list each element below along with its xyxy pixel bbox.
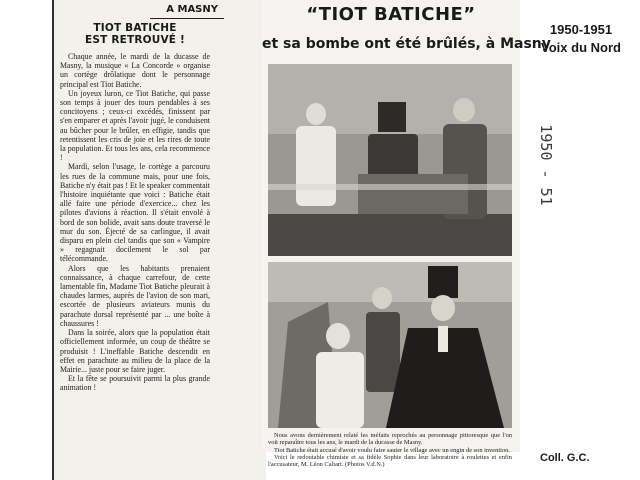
collection-credit: Coll. G.C. [540,452,590,464]
paragraph: Et la fête se poursuivit parmi la plus grande animation ! [60,374,210,393]
paragraph: Un joyeux luron, ce Tiot Batiche, qui passe son temps à jouer des tours pendables à ses concitoyens ; ceux-ci excédés, finissent par s'en emparer et après l'avoir jugé, le conduisent au bûcher pour le brûler, en effigie, tandis que retentissent les cris de joie et les rires de toute la population. Et tous les ans, cela recommence ! [60,88,210,163]
paragraph: Alors que les habitants prenaient connaissance, à chaque carrefour, de cette lamentable fin, Madame Tiot Batiche pleurait à chaudes larmes, auprès de l'avion de son mari, escortée de plusieurs aviateurs munis du parachute dorsal représenté par ... une boîte à chaussures ! [60,263,210,328]
source-label: Voix du Nord [541,40,621,55]
paragraph: Dans la soirée, alors que la population était officiellement informée, un coup de théâtre se produisit ! L'ineffable Batiche descendit en effet en parachute au milieu de la place de la Mairie... juste pour se faire juger. [60,328,210,374]
right-article-subtitle: et sa bombe ont été brûlés, à Masny [262,36,551,52]
paragraph: Mardi, selon l'usage, le cortège a parcouru les rues de la commune mais, pour une fois, Batiche n'y était pas ! Et le speaker commentait l'histoire inquiétante que voici : Batiche était allé faire une période d'exercice... chez les pilotes d'avions à réaction. Il s'était envolé à bord de son bolide, avait sans doute traversé le mur du son. Éjecté de sa carlingue, il avait disparu en plein ciel tandis que son « Vampire » regagnait docilement le sol par télécommande. [60,162,210,264]
photo-caption [268,432,512,468]
left-article-body [60,52,210,393]
left-article-headline [60,22,210,46]
left-article-clipping [52,0,266,480]
headline-line-1: TIOT BATICHE [93,22,177,34]
right-article-title: “TIOT BATICHE” [306,4,476,25]
caption-paragraph: Voici le redoutable chimiste et sa fidèle Sophie dans leur laboratoire à roulettes et enfin l'accusateur, M. Léon Caliart. (Photos V.d.N.) [268,453,512,469]
caption-paragraph: Nous avons dernièrement relaté les méfaits reprochés au personnage pittoresque que l'on voit reparaître tous les ans, le mardi de la ducasse de Masny. [268,432,512,447]
photo-1-image [268,64,512,256]
photo-costumed-characters [268,64,512,256]
handwritten-date-text: 1950 - 51 [537,124,555,206]
caption-paragraph: Tiot Batiche était accusé d'avoir voulu faire sauter le village avec un engin de son invention. [274,446,510,454]
article-kicker: A MASNY [166,4,218,15]
years-label: 1950-1951 [549,22,613,37]
handwritten-date-note [526,100,556,240]
kicker-rule [150,18,224,19]
photo-accuser-and-characters [268,262,512,428]
photo-2-image [268,262,512,428]
paragraph: Chaque année, le mardi de la ducasse de Masny, la musique « La Concorde » organise un cortège drôlatique dont le personnage principal est Tiot Batiche. [60,52,210,89]
headline-line-2: EST RETROUVÉ ! [84,34,186,46]
